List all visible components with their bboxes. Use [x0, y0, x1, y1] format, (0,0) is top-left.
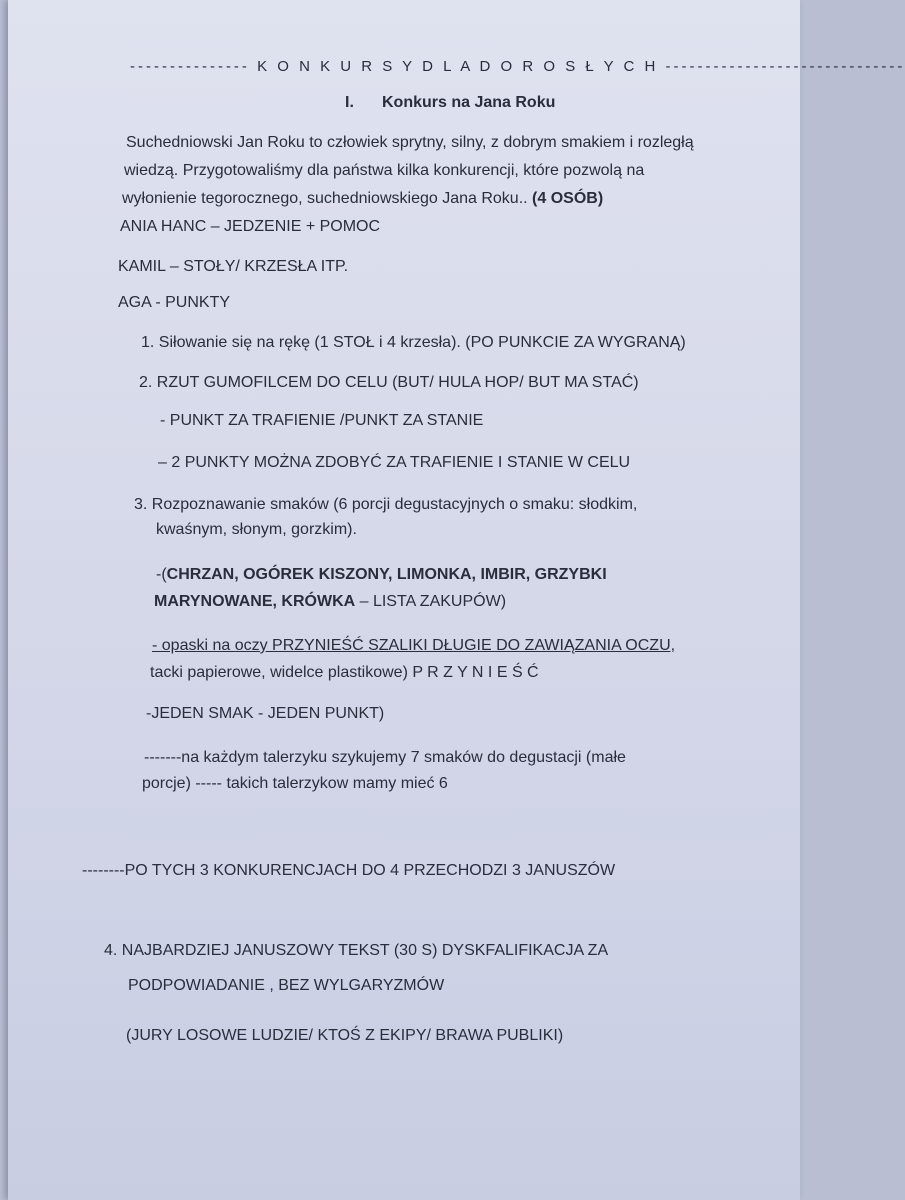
one-point-rule: -JEDEN SMAK - JEDEN PUNKT)	[146, 705, 385, 722]
item-2: 2. RZUT GUMOFILCEM DO CELU (BUT/ HULA HOP/ BUT MA STAĆ)	[139, 374, 639, 391]
item-3-line-2: kwaśnym, słonym, gorzkim).	[156, 521, 357, 538]
item-3-line-1: 3. Rozpoznawanie smaków (6 porcji degustacyjnych o smaku: słodkim,	[134, 496, 638, 513]
shopping-suffix: – LISTA ZAKUPÓW)	[355, 593, 507, 610]
section-number: I.	[345, 94, 354, 111]
blindfold-line-1: - opaski na oczy PRZYNIEŚĆ SZALIKI DŁUGIE DO ZAWIĄZANIA OCZU,	[152, 637, 676, 654]
plates-line-2: porcje) ----- takich talerzykow mamy mieć 6	[142, 775, 448, 792]
item-4-line-1: 4. NAJBARDZIEJ JANUSZOWY TEKST (30 S) DYSKFALIFIKACJA ZA	[104, 942, 609, 959]
intro-line-1: Suchedniowski Jan Roku to człowiek sprytny, silny, z dobrym smakiem i rozległą	[126, 134, 694, 151]
document-header: --------------- K O N K U R S Y D L A D O R O S Ł Y C H ------------------------------	[130, 58, 905, 75]
intro-line-3	[122, 190, 603, 208]
shopping-prefix: -(	[156, 566, 167, 583]
shopping-items-2: MARYNOWANE, KRÓWKA	[154, 593, 356, 610]
intro-line-3-text: wyłonienie tegorocznego, suchedniowskiego Jana Roku..	[122, 190, 533, 207]
item-4-line-2: PODPOWIADANIE , BEZ WYLGARYZMÓW	[128, 977, 445, 994]
blindfold-line-2: tacki papierowe, widelce plastikowe) P R Z Y N I E Ś Ć	[150, 664, 539, 681]
item-2-sub-2: – 2 PUNKTY MOŻNA ZDOBYĆ ZA TRAFIENIE I STANIE W CELU	[158, 454, 631, 471]
shopping-line-1	[156, 566, 607, 584]
role-aga: AGA - PUNKTY	[118, 294, 231, 311]
section-title: Konkurs na Jana Roku	[382, 94, 556, 111]
intro-bold: (4 OSÓB)	[532, 190, 604, 207]
plates-line-1: -------na każdym talerzyku szykujemy 7 smaków do degustacji (małe	[144, 749, 626, 766]
jury-note: (JURY LOSOWE LUDZIE/ KTOŚ Z EKIPY/ BRAWA PUBLIKI)	[126, 1027, 564, 1044]
after-three-note: --------PO TYCH 3 KONKURENCJACH DO 4 PRZECHODZI 3 JANUSZÓW	[82, 862, 616, 879]
intro-line-2: wiedzą. Przygotowaliśmy dla państwa kilka konkurencji, które pozwolą na	[124, 162, 645, 179]
shopping-items-1: CHRZAN, OGÓREK KISZONY, LIMONKA, IMBIR, GRZYBKI	[166, 566, 607, 583]
document-page	[8, 0, 905, 1200]
shopping-line-2	[154, 593, 506, 611]
item-2-sub-1: - PUNKT ZA TRAFIENIE /PUNKT ZA STANIE	[160, 412, 484, 429]
item-1: 1. Siłowanie się na rękę (1 STOŁ i 4 krzesła). (PO PUNKCIE ZA WYGRANĄ)	[141, 334, 686, 351]
role-ania: ANIA HANC – JEDZENIE + POMOC	[120, 218, 381, 235]
role-kamil: KAMIL – STOŁY/ KRZESŁA ITP.	[118, 258, 349, 275]
